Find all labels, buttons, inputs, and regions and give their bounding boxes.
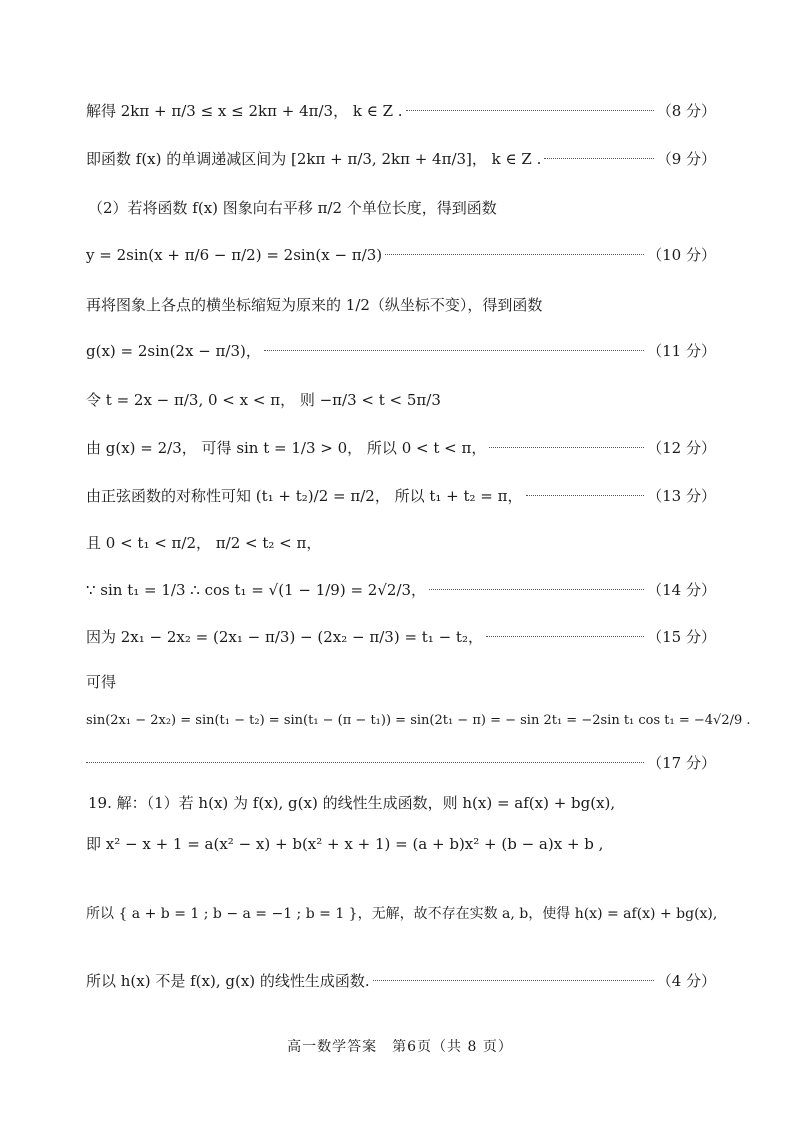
line-11 [86, 579, 716, 600]
line-4-points: （10 分） [647, 246, 716, 264]
dot-leader [489, 447, 644, 448]
line-19 [86, 970, 716, 991]
line-15-points: （17 分） [647, 754, 716, 772]
dot-leader [486, 636, 644, 637]
line-7 [86, 389, 441, 410]
line-2-text: 即函数 f(x) 的单调递减区间为 [2kπ + π/3, 2kπ + 4π/3]， k ∈ Z . [86, 150, 542, 168]
line-2-points: （9 分） [656, 150, 716, 168]
dot-leader [406, 110, 654, 111]
line-9 [86, 485, 716, 506]
line-9-points: （13 分） [647, 487, 716, 505]
line-2 [86, 148, 716, 169]
line-17-text: 即 x² − x + 1 = a(x² − x) + b(x² + x + 1) = (a + b)x² + (b − a)x + b , [86, 835, 604, 853]
line-14 [86, 713, 751, 728]
line-4-text: y = 2sin(x + π/6 − π/2) = 2sin(x − π/3) [86, 245, 383, 264]
line-3-text: （2）若将函数 f(x) 图象向右平移 π/2 个单位长度，得到函数 [88, 199, 497, 217]
dot-leader [86, 762, 644, 763]
line-18 [86, 903, 717, 923]
line-12 [86, 626, 716, 647]
line-3 [88, 197, 497, 218]
line-4 [86, 244, 716, 265]
line-17 [86, 833, 603, 854]
line-19-points: （4 分） [656, 972, 716, 990]
line-7-text: 令 t = 2x − π/3, 0 < x < π， 则 −π/3 < t < 5π/3 [86, 391, 441, 409]
line-16-text: 19. 解：（1）若 h(x) 为 f(x), g(x) 的线性生成函数，则 h(x) = af(x) + bg(x), [88, 794, 616, 812]
line-5 [86, 294, 542, 315]
line-8-points: （12 分） [647, 439, 716, 457]
line-6-points: （11 分） [647, 342, 716, 360]
line-12-text: 因为 2x₁ − 2x₂ = (2x₁ − π/3) − (2x₂ − π/3) = t₁ − t₂， [86, 628, 483, 646]
line-8 [86, 437, 716, 458]
line-11-text: ∵ sin t₁ = 1/3 ∴ cos t₁ = √(1 − 1/9) = 2√2/3， [86, 581, 427, 599]
line-16 [88, 792, 615, 813]
line-6 [86, 340, 716, 361]
line-10-text: 且 0 < t₁ < π/2， π/2 < t₂ < π， [86, 534, 322, 552]
line-15 [86, 752, 716, 773]
line-1-points: （8 分） [656, 102, 716, 120]
line-6-text: g(x) = 2sin(2x − π/3)， [86, 342, 261, 360]
line-10 [86, 532, 321, 553]
dot-leader [373, 980, 654, 981]
dot-leader [429, 589, 644, 590]
line-18-text: 所以 { a + b = 1 ; b − a = −1 ; b = 1 }，无解，故不存在实数 a, b，使得 h(x) = af(x) + bg(x), [86, 906, 718, 922]
line-9-text: 由正弦函数的对称性可知 (t₁ + t₂)/2 = π/2， 所以 t₁ + t₂ = π， [86, 487, 523, 505]
line-13-text: 可得 [86, 673, 117, 691]
dot-leader [544, 158, 653, 159]
page-footer: 高一数学答案 第6页（共 8 页） [287, 1039, 513, 1055]
line-13 [86, 671, 116, 692]
line-1-text: 解得 2kπ + π/3 ≤ x ≤ 2kπ + 4π/3， k ∈ Z . [86, 102, 403, 120]
line-11-points: （14 分） [647, 581, 716, 599]
dot-leader [385, 254, 644, 255]
line-1 [86, 100, 716, 121]
dot-leader [264, 350, 644, 351]
line-8-text: 由 g(x) = 2/3， 可得 sin t = 1/3 > 0， 所以 0 < t < π， [86, 439, 487, 457]
line-14-text: sin(2x₁ − 2x₂) = sin(t₁ − t₂) = sin(t₁ − (π − t₁)) = sin(2t₁ − π) = − sin 2t₁ = −2sin t₁ cos t₁ = −4√2/9 . [86, 713, 751, 728]
dot-leader [526, 495, 645, 496]
line-5-text: 再将图象上各点的横坐标缩短为原来的 1/2（纵坐标不变），得到函数 [86, 296, 543, 314]
line-12-points: （15 分） [647, 628, 716, 646]
line-19-text: 所以 h(x) 不是 f(x), g(x) 的线性生成函数. [86, 972, 370, 990]
